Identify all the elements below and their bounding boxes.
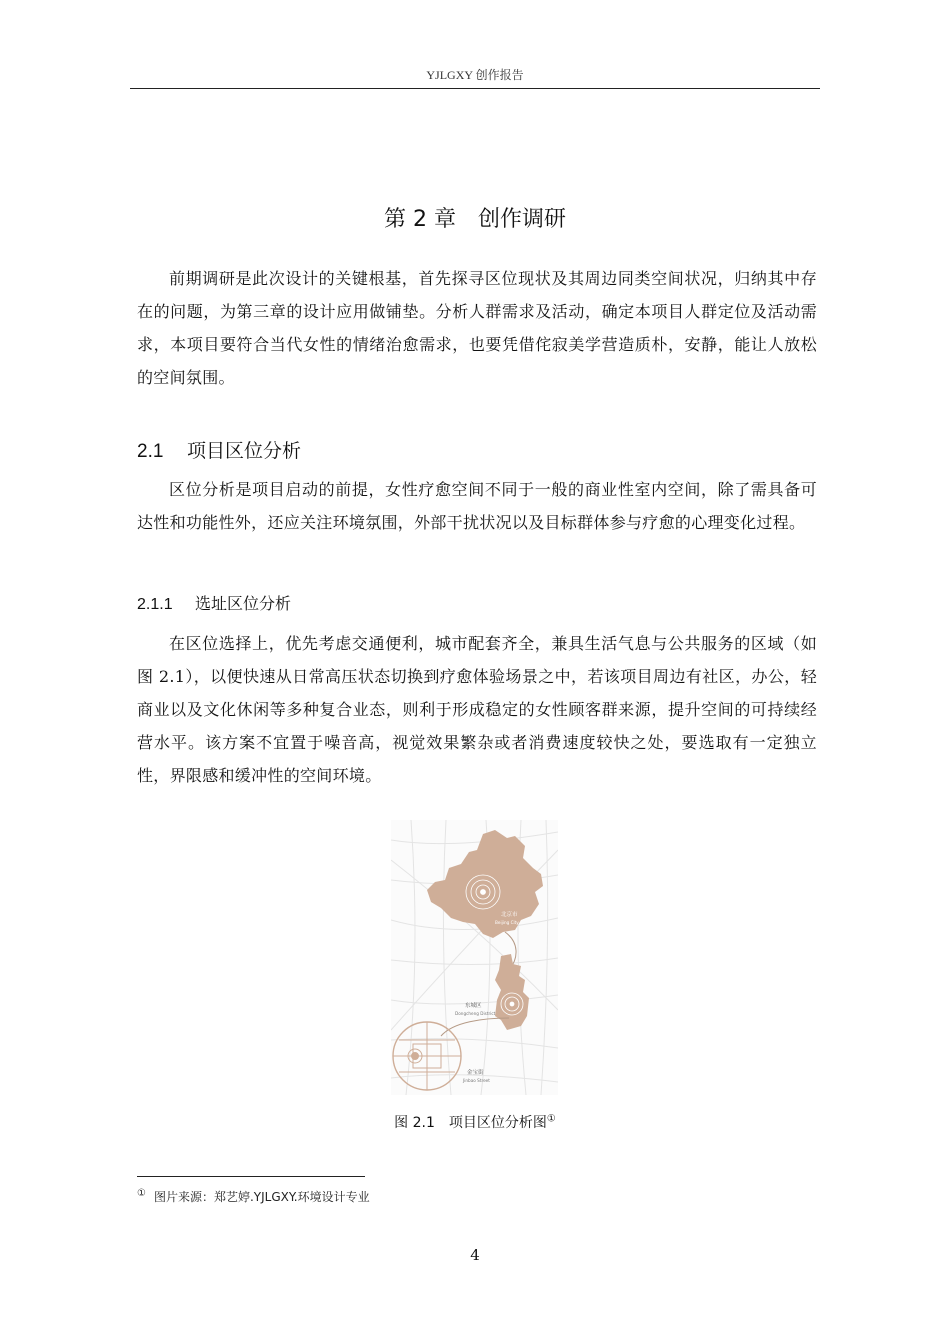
header-rule <box>130 88 820 89</box>
dongcheng-label-en: Dongcheng District <box>455 1011 496 1016</box>
chapter-title: 第 2 章 创作调研 <box>384 207 566 232</box>
beijing-target-marker <box>466 875 500 909</box>
figure-caption-mark: ① <box>546 1113 556 1125</box>
jinbao-label-en: Jinbao Street <box>463 1078 490 1083</box>
page-header: YJLGXY 创作报告 <box>426 68 524 82</box>
jinbao-label-cn: 金宝街 <box>467 1070 484 1076</box>
section-2-1-heading <box>137 436 301 463</box>
section-title: 项目区位分析 <box>187 440 302 462</box>
section-2-1-paragraph: 区位分析是项目启动的前提，女性疗愈空间不同于一般的商业性室内空间，除了需具备可达性和功能性外，还应关注环境氛围，外部干扰状况以及目标群体参与疗愈的心理变化过程。 <box>137 480 817 532</box>
dongcheng-label-cn: 东城区 <box>465 1003 482 1009</box>
beijing-label-en: Beijing City <box>495 920 519 925</box>
section-2-1-1-heading <box>137 591 291 614</box>
location-map <box>391 820 558 1095</box>
footnote <box>137 1188 370 1205</box>
figure-caption <box>0 1112 950 1132</box>
intro-paragraph: 前期调研是此次设计的关键根基，首先探寻区位现状及其周边同类空间状况，归纳其中存在的问题，为第三章的设计应用做铺垫。分析人群需求及活动，确定本项目人群定位及活动需求，本项目要符合当代女性的情绪治愈需求，也要凭借侘寂美学营造质朴，安静，能让人放松的空间氛围。 <box>137 269 817 387</box>
footnote-text: 图片来源：郑艺婷.YJLGXY.环境设计专业 <box>153 1190 370 1204</box>
page-number: 4 <box>470 1246 480 1264</box>
footnote-mark: ① <box>137 1188 146 1199</box>
figure-caption-text: 图 2.1 项目区位分析图 <box>394 1115 547 1131</box>
subsection-title: 选址区位分析 <box>195 594 292 613</box>
subsection-number: 2.1.1 <box>137 596 173 613</box>
section-2-1-1-paragraph: 在区位选择上，优先考虑交通便利，城市配套齐全，兼具生活气息与公共服务的区域（如图 2.1），以便快速从日常高压状态切换到疗愈体验场景之中，若该项目周边有社区，办公，轻商业以及文化休闲等多种复合业态，则利于形成稳定的女性顾客群来源，提升空间的可持续经营水平。该方案不宜置于噪音高，视觉效果繁杂或者消费速度较快之处，要选取有一定独立性，界限感和缓冲性的空间环境。 <box>137 634 817 785</box>
location-map-figure <box>391 820 558 1095</box>
beijing-label-cn: 北京市 <box>501 912 518 918</box>
jinbao-zoom-circle <box>393 1022 461 1090</box>
section-number: 2.1 <box>137 441 164 462</box>
footnote-rule <box>137 1176 365 1177</box>
